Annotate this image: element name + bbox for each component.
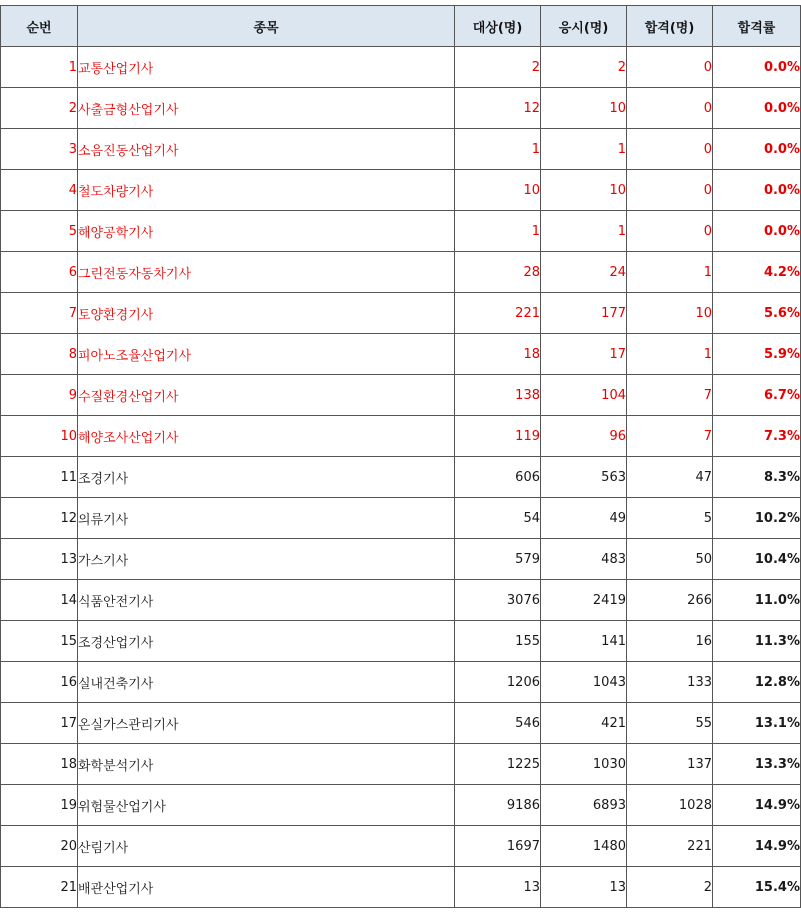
row-name: 교통산업기사: [78, 47, 455, 88]
row-rate: 14.9%: [713, 826, 801, 867]
row-name: 사출금형산업기사: [78, 88, 455, 129]
row-number: 6: [1, 252, 78, 293]
row-number: 8: [1, 334, 78, 375]
row-applied: 1: [541, 129, 627, 170]
row-applied: 17: [541, 334, 627, 375]
table-row: [1, 457, 801, 498]
row-applied: 49: [541, 498, 627, 539]
row-applied: 483: [541, 539, 627, 580]
row-rate: 13.3%: [713, 744, 801, 785]
row-passed: 47: [627, 457, 713, 498]
row-number: 9: [1, 375, 78, 416]
row-passed: 55: [627, 703, 713, 744]
row-rate: 0.0%: [713, 88, 801, 129]
header-name: 종목: [78, 6, 455, 47]
row-number: 1: [1, 47, 78, 88]
row-rate: 15.4%: [713, 867, 801, 908]
row-target: 2: [455, 47, 541, 88]
row-name: 온실가스관리기사: [78, 703, 455, 744]
header-row: [1, 6, 801, 47]
row-rate: 10.2%: [713, 498, 801, 539]
row-passed: 5: [627, 498, 713, 539]
row-applied: 10: [541, 88, 627, 129]
row-target: 54: [455, 498, 541, 539]
row-name: 피아노조율산업기사: [78, 334, 455, 375]
row-target: 13: [455, 867, 541, 908]
row-target: 1225: [455, 744, 541, 785]
row-rate: 7.3%: [713, 416, 801, 457]
row-rate: 10.4%: [713, 539, 801, 580]
row-name: 의류기사: [78, 498, 455, 539]
row-target: 155: [455, 621, 541, 662]
row-passed: 50: [627, 539, 713, 580]
table-row: [1, 170, 801, 211]
row-rate: 0.0%: [713, 47, 801, 88]
row-target: 606: [455, 457, 541, 498]
row-name: 산림기사: [78, 826, 455, 867]
table-row: [1, 129, 801, 170]
row-name: 가스기사: [78, 539, 455, 580]
row-passed: 266: [627, 580, 713, 621]
table-row: [1, 211, 801, 252]
row-rate: 13.1%: [713, 703, 801, 744]
header-passed: 합격(명): [627, 6, 713, 47]
row-applied: 563: [541, 457, 627, 498]
row-name: 배관산업기사: [78, 867, 455, 908]
row-number: 7: [1, 293, 78, 334]
row-name: 수질환경산업기사: [78, 375, 455, 416]
row-passed: 10: [627, 293, 713, 334]
row-number: 17: [1, 703, 78, 744]
row-number: 18: [1, 744, 78, 785]
row-applied: 2419: [541, 580, 627, 621]
table-row: [1, 826, 801, 867]
row-rate: 6.7%: [713, 375, 801, 416]
row-number: 16: [1, 662, 78, 703]
row-passed: 7: [627, 375, 713, 416]
row-rate: 11.0%: [713, 580, 801, 621]
row-number: 12: [1, 498, 78, 539]
row-rate: 0.0%: [713, 211, 801, 252]
row-rate: 12.8%: [713, 662, 801, 703]
header-rate: 합격률: [713, 6, 801, 47]
row-name: 조경산업기사: [78, 621, 455, 662]
row-name: 소음진동산업기사: [78, 129, 455, 170]
table-row: [1, 703, 801, 744]
header-target: 대상(명): [455, 6, 541, 47]
row-number: 11: [1, 457, 78, 498]
row-target: 1: [455, 211, 541, 252]
row-applied: 177: [541, 293, 627, 334]
row-rate: 8.3%: [713, 457, 801, 498]
row-number: 10: [1, 416, 78, 457]
row-name: 위험물산업기사: [78, 785, 455, 826]
table-header: [1, 6, 801, 47]
row-applied: 10: [541, 170, 627, 211]
table-row: [1, 621, 801, 662]
row-number: 15: [1, 621, 78, 662]
pass-rate-table: [0, 5, 801, 908]
row-target: 1206: [455, 662, 541, 703]
table-row: [1, 334, 801, 375]
row-passed: 0: [627, 47, 713, 88]
row-passed: 16: [627, 621, 713, 662]
row-applied: 6893: [541, 785, 627, 826]
row-name: 그린전동자동차기사: [78, 252, 455, 293]
row-name: 식품안전기사: [78, 580, 455, 621]
row-rate: 0.0%: [713, 129, 801, 170]
row-rate: 5.9%: [713, 334, 801, 375]
row-name: 실내건축기사: [78, 662, 455, 703]
row-applied: 1: [541, 211, 627, 252]
row-passed: 2: [627, 867, 713, 908]
row-passed: 1: [627, 252, 713, 293]
row-target: 9186: [455, 785, 541, 826]
row-target: 1: [455, 129, 541, 170]
row-applied: 104: [541, 375, 627, 416]
row-rate: 0.0%: [713, 170, 801, 211]
row-passed: 133: [627, 662, 713, 703]
row-passed: 1: [627, 334, 713, 375]
table-body: [1, 47, 801, 908]
row-applied: 141: [541, 621, 627, 662]
row-target: 119: [455, 416, 541, 457]
row-applied: 1030: [541, 744, 627, 785]
row-target: 138: [455, 375, 541, 416]
table-row: [1, 662, 801, 703]
table-row: [1, 580, 801, 621]
row-number: 5: [1, 211, 78, 252]
row-target: 221: [455, 293, 541, 334]
row-applied: 24: [541, 252, 627, 293]
table-row: [1, 867, 801, 908]
row-passed: 0: [627, 129, 713, 170]
table-row: [1, 88, 801, 129]
row-applied: 1043: [541, 662, 627, 703]
table-row: [1, 293, 801, 334]
row-name: 토양환경기사: [78, 293, 455, 334]
row-name: 해양공학기사: [78, 211, 455, 252]
table-row: [1, 252, 801, 293]
row-passed: 1028: [627, 785, 713, 826]
row-target: 12: [455, 88, 541, 129]
row-target: 10: [455, 170, 541, 211]
row-passed: 0: [627, 211, 713, 252]
row-applied: 421: [541, 703, 627, 744]
row-number: 14: [1, 580, 78, 621]
row-passed: 221: [627, 826, 713, 867]
row-rate: 14.9%: [713, 785, 801, 826]
row-name: 철도차량기사: [78, 170, 455, 211]
table-row: [1, 498, 801, 539]
row-number: 3: [1, 129, 78, 170]
row-rate: 4.2%: [713, 252, 801, 293]
row-applied: 2: [541, 47, 627, 88]
row-rate: 5.6%: [713, 293, 801, 334]
header-applied: 응시(명): [541, 6, 627, 47]
table-row: [1, 539, 801, 580]
row-number: 4: [1, 170, 78, 211]
row-name: 해양조사산업기사: [78, 416, 455, 457]
row-number: 20: [1, 826, 78, 867]
row-number: 21: [1, 867, 78, 908]
row-applied: 1480: [541, 826, 627, 867]
row-target: 18: [455, 334, 541, 375]
row-number: 19: [1, 785, 78, 826]
row-passed: 137: [627, 744, 713, 785]
row-rate: 11.3%: [713, 621, 801, 662]
row-passed: 0: [627, 88, 713, 129]
row-number: 2: [1, 88, 78, 129]
row-name: 조경기사: [78, 457, 455, 498]
row-passed: 0: [627, 170, 713, 211]
header-no: 순번: [1, 6, 78, 47]
row-target: 28: [455, 252, 541, 293]
table-row: [1, 744, 801, 785]
table-row: [1, 47, 801, 88]
table-row: [1, 416, 801, 457]
row-name: 화학분석기사: [78, 744, 455, 785]
row-number: 13: [1, 539, 78, 580]
row-target: 579: [455, 539, 541, 580]
row-applied: 96: [541, 416, 627, 457]
table-row: [1, 785, 801, 826]
row-target: 546: [455, 703, 541, 744]
row-target: 3076: [455, 580, 541, 621]
row-target: 1697: [455, 826, 541, 867]
row-passed: 7: [627, 416, 713, 457]
row-applied: 13: [541, 867, 627, 908]
table-row: [1, 375, 801, 416]
